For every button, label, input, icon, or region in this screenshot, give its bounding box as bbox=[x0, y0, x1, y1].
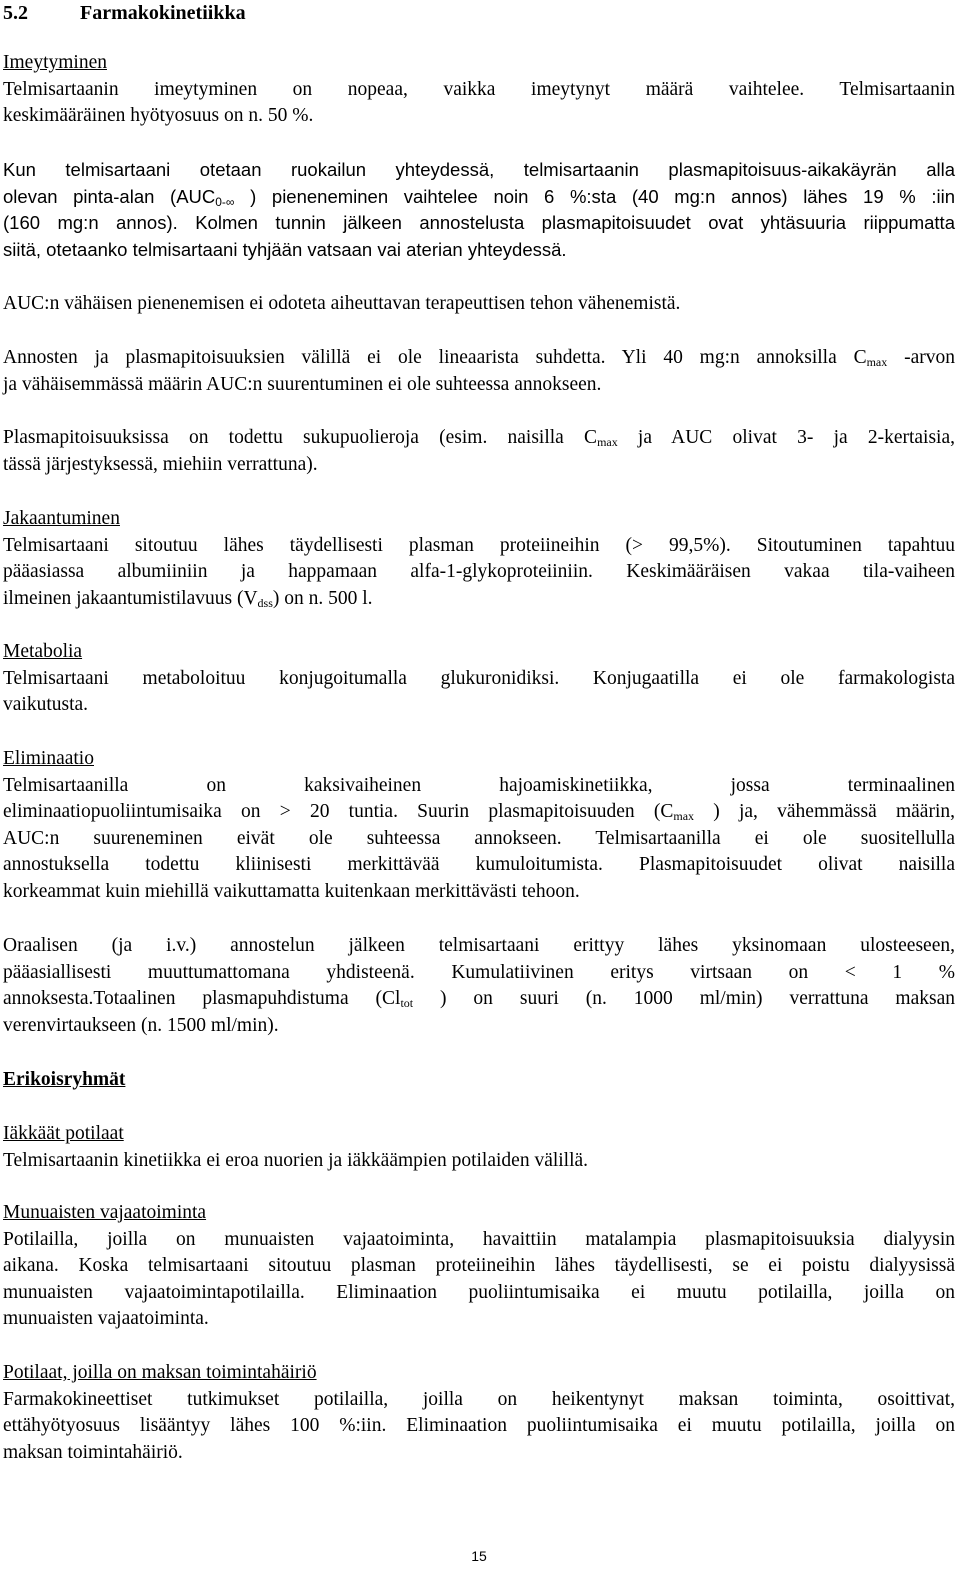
paragraph-line: tässä järjestyksessä, miehiin verrattuna). bbox=[3, 453, 318, 475]
paragraph-line: korkeammat kuin miehillä vaikuttamatta kuitenkaan merkittävästi tehoon. bbox=[3, 880, 580, 902]
auc-note-paragraph: AUC:n vähäisen pienenemisen ei odoteta aiheuttavan terapeuttisen tehon vähenemistä. bbox=[3, 293, 681, 314]
paragraph-line: annoksesta.Totaalinen plasmapuhdistuma ($Cl_{tot}$ ) on suuri (n. 1000 ml/min) verrattuna maksan bbox=[3, 988, 955, 1011]
paragraph-line: eliminaatiopuoliintumisaika on > 20 tuntia. Suurin plasmapitoisuuden ($C_{max}$ ) ja, vähemmässä määrin, bbox=[3, 801, 956, 824]
paragraph-line: ilmeinen jakaantumistilavuus $(V_{dss})$ on n. 500 l. bbox=[3, 587, 373, 610]
metabolism-heading: Metabolia bbox=[3, 641, 83, 662]
paragraph-line: Telmisartaanin kinetiikka ei eroa nuorien ja iäkkäämpien potilaiden välillä. bbox=[3, 1149, 589, 1171]
hepatic-heading: Potilaat, joilla on maksan toimintahäiriö bbox=[3, 1362, 317, 1383]
special-groups-heading: Erikoisryhmät bbox=[3, 1069, 126, 1090]
food-effect-paragraph bbox=[3, 157, 955, 263]
renal-heading: Munuaisten vajaatoiminta bbox=[3, 1202, 207, 1223]
paragraph-line: Annosten ja plasmapitoisuuksien välillä ei ole lineaarista suhdetta. Yli 40 mg:n annoksilla $C_{max}$ -arvon bbox=[3, 347, 955, 369]
paragraph-line: AUC:n suureneminen eivät ole suhteessa annokseen. Telmisartaanilla ei ole suositellulla bbox=[3, 827, 955, 849]
paragraph-line: Plasmapitoisuuksissa on todettu sukupuolieroja (esim. naisilla $C_{max}$ ja AUC olivat 3- ja 2-kertaisia, bbox=[3, 427, 956, 449]
paragraph-line: Potilailla, joilla on munuaisten vajaatoiminta, havaittiin matalampia plasmapitoisuuksia dialyysin bbox=[3, 1228, 955, 1250]
paragraph-line: Oraalisen (ja i.v.) annostelun jälkeen telmisartaani erittyy lähes yksinomaan ulosteeseen, bbox=[3, 935, 955, 956]
paragraph-line: ettähyötyosuus lisääntyy lähes 100 %:iin. Eliminaation puoliintumisaika ei muutu potilailla, joilla on bbox=[3, 1415, 955, 1437]
elimination-heading: Eliminaatio bbox=[3, 748, 94, 769]
paragraph-line: olevan pinta-alan ($AUC_{0-\infty}$ ) pieneneminen vaihtelee noin 6 %:sta (40 mg:n annos) lähes 19 % :iin bbox=[3, 185, 955, 209]
paragraph-line: maksan toimintahäiriö. bbox=[3, 1441, 183, 1463]
page-number: 15 bbox=[471, 1548, 487, 1564]
paragraph-line: annostuksella todettu kliinisesti merkittävää kumuloitumista. Plasmapitoisuudet olivat naisilla bbox=[3, 854, 955, 876]
paragraph-line: Telmisartaanilla on kaksivaiheinen hajoamiskinetiikka, jossa terminaalinen bbox=[3, 774, 955, 796]
paragraph-line: Farmakokineettiset tutkimukset potilailla, joilla on heikentynyt maksan toiminta, osoittivat, bbox=[3, 1388, 955, 1410]
auc-subscript: 0-∞ bbox=[215, 194, 235, 209]
paragraph-line: Kun telmisartaani otetaan ruokailun yhteydessä, telmisartaanin plasmapitoisuus-aikakäyrän alla bbox=[3, 159, 955, 180]
renal-section bbox=[3, 1200, 955, 1333]
paragraph-line: Telmisartaani sitoutuu lähes täydellisesti plasman proteiineihin (> 99,5%). Sitoutuminen tapahtuu bbox=[3, 534, 955, 556]
section-number: 5.2 bbox=[3, 2, 28, 24]
elimination-section bbox=[3, 746, 955, 906]
elderly-section bbox=[3, 1121, 955, 1174]
oral-paragraph bbox=[3, 933, 955, 1039]
paragraph-line: Telmisartaanin imeytyminen on nopeaa, vaikka imeytynyt määrä vaihtelee. Telmisartaanin bbox=[3, 78, 955, 100]
elderly-heading: Iäkkäät potilaat bbox=[3, 1123, 124, 1144]
gender-paragraph bbox=[3, 425, 955, 478]
metabolism-section bbox=[3, 639, 955, 719]
paragraph-line: ja vähäisemmässä määrin AUC:n suurentuminen ei ole suhteessa annokseen. bbox=[3, 373, 602, 395]
paragraph-line: siitä, otetaanko telmisartaani tyhjään vatsaan vai aterian yhteydessä. bbox=[3, 238, 567, 260]
paragraph-line: pääasiassa albumiiniin ja happamaan alfa-1-glykoproteiiniin. Keskimääräisen vakaa tila-vaiheen bbox=[3, 561, 955, 583]
paragraph-line: (160 mg:n annos). Kolmen tunnin jälkeen annostelusta plasmapitoisuudet ovat yhtäsuuria riippumatta bbox=[3, 212, 955, 234]
absorption-section bbox=[3, 50, 955, 130]
paragraph-line: keskimääräinen hyötyosuus on n. 50 %. bbox=[3, 105, 314, 127]
section-title: Farmakokinetiikka bbox=[80, 2, 246, 24]
absorption-heading: Imeytyminen bbox=[3, 52, 107, 73]
paragraph-line: munuaisten vajaatoiminta. bbox=[3, 1308, 209, 1330]
distribution-heading: Jakaantuminen bbox=[3, 508, 120, 529]
paragraph-line: aikana. Koska telmisartaani sitoutuu plasman proteiineihin lähes täydellisesti, se ei poistu dialyysissä bbox=[3, 1255, 955, 1277]
linearity-paragraph bbox=[3, 345, 955, 398]
paragraph-line: munuaisten vajaatoimintapotilailla. Eliminaation puoliintumisaika ei muutu potilailla, joilla on bbox=[3, 1281, 955, 1303]
hepatic-section bbox=[3, 1360, 955, 1466]
paragraph-line: verenvirtaukseen (n. 1500 ml/min). bbox=[3, 1014, 279, 1036]
section-heading bbox=[3, 0, 246, 26]
paragraph-line: Telmisartaani metaboloituu konjugoitumalla glukuronidiksi. Konjugaatilla ei ole farmakologista bbox=[3, 667, 955, 689]
distribution-section bbox=[3, 506, 955, 612]
paragraph-line: vaikutusta. bbox=[3, 694, 89, 716]
paragraph-line: pääasiallisesti muuttumattomana yhdisteenä. Kumulatiivinen eritys virtsaan on < 1 % bbox=[3, 961, 955, 983]
